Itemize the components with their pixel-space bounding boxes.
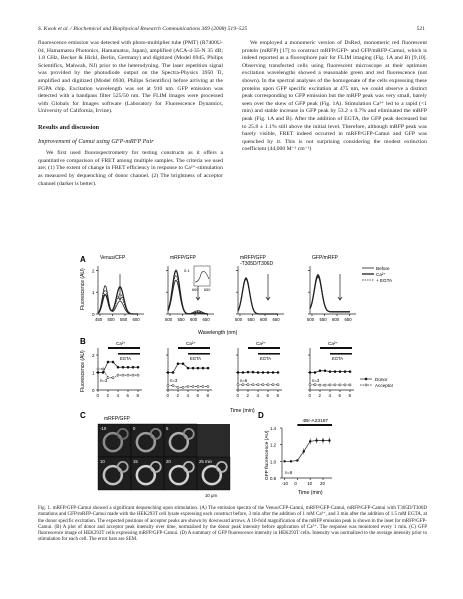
panel-a-1-egta-curve <box>98 290 138 314</box>
discussion-paragraph: We employed a monomeric version of DsRed, monomeric red fluorescent protein (mRFP) [17] to construct mRFP/GFP- and GFP/mRFP-Camui, which is indeed reported as a fluorophore pair for FLIM imaging (Fig. 1A and B) [9,10]. Observing transfected cells using fluorescent microscope at their optimum excitation wavelengths showed a reasonable green and red fluorescence (not shown). In the spectral analyses of the homogenate of the cells expressing these proteins upon GFP specific excitation at 475 nm, we could observe a distinct peak corresponding to GFP emission but the mRFP peak was very small, barely seen over the skew of GFP peak (Fig. 1A). Stimulation Ca²⁺ led to a rapid (<1 min) and stable increase in GFP peak by 53.2 ± 0.7% and eliminated the mRFP peak (Fig. 1A and B). After the addition of EGTA, the GFP peak decreased but to 25.8 ± 1.1% still above the initial level. Therefore, although mRFP peak was barely visible, FRET indeed occurred in mRFP/GFP-Camui and GFP was quenched by it. This is not surprising considering the modest extinction coefficient (44,000 M⁻¹ cm⁻¹) <box>242 40 427 153</box>
page-number: 521 <box>416 26 425 32</box>
panel-b-1-ytick-label: 0 <box>92 388 95 393</box>
panel-b-3-xtick-label: 8 <box>276 393 279 398</box>
panel-b-3-donor-point <box>257 371 259 373</box>
panel-a-4-egta-curve <box>310 276 350 312</box>
panel-b-2-xtick-label: 2 <box>176 393 179 398</box>
panel-d-xtick-label: 0 <box>294 481 297 486</box>
panel-a-2-xtick-label: 650 <box>202 317 210 322</box>
panel-b-1-xtick-label: 0 <box>96 393 99 398</box>
panel-d-trace <box>285 441 330 462</box>
panel-d-xtick-label: 10 <box>307 481 313 486</box>
results-paragraph: We first used fluorospectrometry for testing constructs as it offers a quantitative comparison of FRET among multiple samples. The criteria we used are; (1) The extent of change in FRET efficiency in response to Ca²⁺-stimulation as measured by dequenching of donor channel. (2) The brightness of acceptor channel (darker is better). <box>38 150 223 187</box>
panel-b-3-acceptor-point <box>257 384 259 386</box>
panel-b-3-ca-label: Ca²⁺ <box>256 341 266 346</box>
panel-b-3-donor-point <box>267 371 269 373</box>
panel-a-3-xtick-label: 500 <box>235 317 243 322</box>
panel-b-4-xtick-label: 8 <box>348 393 351 398</box>
panel-a-legend-label: + EGTA <box>376 278 393 283</box>
panel-b-2-donor-point <box>192 367 194 369</box>
panel-b-1-acceptor-point <box>117 374 119 376</box>
panel-c-time-label: 15 <box>133 459 138 464</box>
panel-c-time-label: 0 <box>133 426 136 431</box>
panel-a-3-title: -T305D/T306D <box>240 261 274 267</box>
panel-a-inset-xtick: 650 <box>204 288 211 292</box>
panel-b-3-acceptor-point <box>267 384 269 386</box>
panel-b-4-acceptor-point <box>319 384 321 386</box>
panel-b-3-xtick-label: 4 <box>256 393 259 398</box>
panel-a-4-title: GFP/mRFP <box>312 255 338 261</box>
panel-b-1-donor-point <box>112 361 114 363</box>
panel-b-4-egta-bar <box>330 353 352 355</box>
running-header <box>38 26 425 32</box>
panel-b-4-donor-point <box>339 371 341 373</box>
panel-b-1-donor-point <box>137 366 139 368</box>
panel-a-3-xtick-label: 650 <box>272 317 280 322</box>
panel-a-4-acceptor-arrow <box>338 274 342 300</box>
panel-d-stim-bar <box>297 424 332 426</box>
panel-d-ylabel: GFP fluorescence (AU) <box>265 430 270 480</box>
panel-a-4-xtick-label: 500 <box>307 317 315 322</box>
panel-b-2-n-label: n=3 <box>170 378 178 383</box>
right-column <box>242 40 427 154</box>
panel-b-1-acceptor-point <box>112 377 114 379</box>
panel-b-1-acceptor-point <box>97 368 99 370</box>
panel-b-4-donor-point <box>329 371 331 373</box>
methods-paragraph: fluorescence emission was detected with photo-multiplier tube (PMT) (R7400U-04, Hamamatsu Photonics, Hamamatsu, Japan), amplified (ACA-4-35-N 35 dB; 1.8 GHz, Becker & Hickl, Berlin, Germany) and digitized (Model 6945, Philips Scientifics, Mahwah, NJ) prior to the heterodyning. The laser repetition signal was provided by the photodiode output on the Spectra-Physics 3950 Ti, amplified and digitized (Model 6930, Philips Scientifics) before arriving at the FGPA chip. Excitation wavelength was set at 910 nm. GFP emission was detected with a bandpass filter 525/50 nm. The FLIM images were processed with Globals for Images software (Laboratory for Fluorescence Dynamics, University of California, Irvine). <box>38 40 223 115</box>
panel-b-4-acceptor-point <box>314 384 316 386</box>
panel-b-4-xtick-label: 4 <box>328 393 331 398</box>
panel-a-2-xtick-label: 600 <box>190 317 198 322</box>
left-column <box>38 40 223 188</box>
panel-d-ytick-label: 1.4 <box>270 426 277 431</box>
panel-b-2-acceptor-point <box>187 385 189 387</box>
panel-a-3-acceptor-arrow <box>266 274 270 300</box>
figure-caption: Fig. 1. mRFP/GFP-Camui showed a significant dequenching upon stimulation. (A) The emission spectra of the Venus/CFP-Camui, mRFP/GFP-Camui, mRFP/GFP-Camui with T305D/T306D mutations and GFP/mRFP-Camui made with the HEK293T cell lysate expressing each construct before, 3 min after the addition of 1 mM Ca²⁺, and 3 min after the addition of 1.5 mM EGTA, at the donor specific excitation. The expected positions of acceptor peaks are shown by downward arrows. A 10-fold magnification of the mRFP emission peak is shown in the inset for mRFP/GFP-Camui. (B) A plot of donor and acceptor peak intensity over time, normalized by the donor peak intensity before application of Ca²⁺. The response was monitored every 1 min. (C) GFP fluorescence image of HEK293T cells expressing mRFP/GFP-Camui. (D) A summary of GFP fluorescence intensity in HEK293T cells. Intensity was normalized to the average intensity prior to stimulation for each cell. The error bars are SEM. <box>38 506 427 543</box>
panel-b-1-ca-label: Ca²⁺ <box>116 341 126 346</box>
panel-b-4-donor-point <box>349 371 351 373</box>
panel-a-2-xtick-label: 500 <box>165 317 173 322</box>
panel-a-1-ytick-label: 2 <box>92 268 95 274</box>
panel-b-4-acceptor-point <box>339 384 341 386</box>
panel-c-scalebar-label: 10 μm <box>205 493 218 498</box>
panel-a-4-ca-curve <box>310 275 350 312</box>
panel-b-1-acceptor-point <box>137 374 139 376</box>
section-heading: Results and discussion <box>38 123 100 131</box>
panel-b-2-donor-point <box>202 367 204 369</box>
panel-b-2-acceptor-point <box>192 385 194 387</box>
panel-b-4-n-label: n=3 <box>312 378 320 383</box>
panel-b-1-xtick-label: 2 <box>106 393 109 398</box>
panel-d-point <box>315 439 317 441</box>
panel-d-xtick-label: 20 <box>320 481 325 486</box>
subsection-heading: Improvement of Camui using GFP-mRFP Pair <box>38 137 154 145</box>
panel-b-legend-marker <box>365 384 367 386</box>
panel-a-4-xtick-label: 650 <box>344 317 352 322</box>
panel-b-3-acceptor-point <box>277 384 279 386</box>
panel-b-4-donor-point <box>344 371 346 373</box>
panel-c-time-label: -10 <box>100 426 107 431</box>
panel-d-point <box>296 459 298 461</box>
panel-a-1-xtick-label: 550 <box>120 317 128 322</box>
panel-b-3-donor-point <box>277 371 279 373</box>
panel-b-3-acceptor-point <box>272 384 274 386</box>
panel-letter-c: C <box>80 411 86 420</box>
panel-b-3-n-label: n=6 <box>240 378 248 383</box>
panel-b-1-ytick-label: 2 <box>92 353 95 358</box>
panel-b-2-ca-bar <box>178 347 210 349</box>
panel-a-3-title: mRFP/GFP <box>240 255 266 261</box>
panel-b-3-donor-point <box>242 371 244 373</box>
panel-a-1-xtick-label: 450 <box>95 317 103 322</box>
panel-b-2-donor-point <box>172 371 174 373</box>
panel-d-point <box>283 460 285 462</box>
panel-b-4-donor-point <box>314 371 316 373</box>
panel-b-3-acceptor-point <box>247 384 249 386</box>
panel-d-ytick-label: 1.2 <box>270 442 277 448</box>
panel-a-2-title: mRFP/GFP <box>170 255 196 261</box>
panel-b-1-donor-point <box>122 366 124 368</box>
panel-b-1-acceptor-point <box>122 374 124 376</box>
panel-c-title: mRFP/GFP <box>104 416 130 422</box>
panel-d-xtick-label: -10 <box>281 481 288 486</box>
panel-d-point <box>322 439 324 441</box>
panel-b-4-donor-point <box>319 370 321 372</box>
panel-b-2-donor-point <box>177 363 179 365</box>
panel-b-xlabel: Time (min) <box>230 408 255 414</box>
panel-c-blank-tile <box>197 424 230 457</box>
panel-b-legend-label: Acceptor <box>375 383 394 388</box>
panel-c-time-label: 10 <box>100 459 105 464</box>
panel-c-time-label: 20 <box>166 459 171 464</box>
panel-a-legend-label: Before <box>376 266 390 271</box>
panel-b-4-donor-point <box>334 371 336 373</box>
panel-d-stim-label: 4Br-A23187 <box>302 419 329 424</box>
panel-b-3-donor-point <box>237 371 239 373</box>
panel-d-point <box>290 460 292 462</box>
panel-b-1-ca-bar <box>108 347 140 349</box>
panel-a-2-xtick-label: 550 <box>177 317 185 322</box>
panel-b-3-xtick-label: 6 <box>266 393 269 398</box>
panel-a-1-ytick-label: 1 <box>92 290 95 296</box>
panel-c-time-label: 25 min <box>199 459 212 464</box>
panel-b-3-donor-point <box>252 371 254 373</box>
panel-b-2-acceptor-point <box>167 385 169 387</box>
panel-b-4-acceptor-point <box>334 384 336 386</box>
panel-b-1-acceptor-point <box>107 377 109 379</box>
panel-b-3-acceptor-point <box>262 384 264 386</box>
panel-b-3-donor-point <box>262 371 264 373</box>
panel-b-3-donor-point <box>272 371 274 373</box>
panel-b-4-ca-label: Ca²⁺ <box>328 341 338 346</box>
panel-b-3-acceptor-point <box>242 384 244 386</box>
panel-b-4-egta-label: EGTA <box>332 356 344 361</box>
panel-b-3-xtick-label: 0 <box>236 393 239 398</box>
panel-b-2-acceptor-point <box>172 385 174 387</box>
panel-b-4-acceptor-point <box>349 384 351 386</box>
journal-citation: S. Kwok et al. / Biochemical and Biophysical Research Communications 369 (2008) 519–525 <box>38 26 248 32</box>
panel-b-4-acceptor-point <box>309 384 311 386</box>
figure-1 <box>78 252 408 502</box>
panel-b-1-acceptor-point <box>102 368 104 370</box>
panel-a-1-ytick-label: 0 <box>92 312 95 317</box>
panel-b-2-acceptor-point <box>207 385 209 387</box>
panel-d-point <box>328 439 330 441</box>
panel-b-2-donor-point <box>187 367 189 369</box>
panel-b-3-ca-bar <box>248 347 280 349</box>
panel-a-1-title: Venus/CFP <box>100 255 126 261</box>
panel-d-point <box>309 440 311 442</box>
panel-d-ytick-label: 1.0 <box>270 459 277 465</box>
panel-b-2-xtick-label: 6 <box>196 393 199 398</box>
panel-b-ylabel: Fluorescence (AU) <box>80 350 86 392</box>
panel-b-3-egta-label: EGTA <box>260 356 272 361</box>
panel-b-1-egta-label: EGTA <box>120 356 132 361</box>
panel-d-ytick-label: 0.8 <box>270 476 277 481</box>
panel-b-1-donor-point <box>132 366 134 368</box>
panel-a-xlabel: Wavelength (nm) <box>198 330 238 336</box>
panel-b-1-xtick-label: 8 <box>136 393 139 398</box>
panel-d-xlabel: Time (min) <box>298 490 323 496</box>
panel-letter-b: B <box>80 337 86 346</box>
panel-b-3-egta-bar <box>258 353 280 355</box>
panel-b-2-xtick-label: 4 <box>186 393 189 398</box>
panel-letter-a: A <box>80 255 86 264</box>
panel-a-inset-xtick: 600 <box>192 288 199 292</box>
panel-b-2-donor-point <box>197 367 199 369</box>
panel-b-4-xtick-label: 0 <box>308 393 311 398</box>
panel-b-1-ytick-label: 1 <box>92 370 95 376</box>
panel-b-4-acceptor-point <box>324 384 326 386</box>
panel-b-3-donor-point <box>247 371 249 373</box>
panel-b-2-xtick-label: 8 <box>206 393 209 398</box>
panel-b-1-acceptor-point <box>132 374 134 376</box>
panel-a-1-ca-curve <box>98 287 138 314</box>
panel-b-2-acceptor-point <box>197 385 199 387</box>
panel-b-2-acceptor-point <box>202 385 204 387</box>
panel-b-2-xtick-label: 0 <box>166 393 169 398</box>
panel-b-1-donor-point <box>97 371 99 373</box>
panel-d-point <box>303 450 305 452</box>
panel-a-4-xtick-label: 550 <box>319 317 327 322</box>
panel-b-3-acceptor-point <box>252 384 254 386</box>
panel-b-1-donor-point <box>107 361 109 363</box>
panel-b-2-acceptor-point <box>182 386 184 388</box>
panel-a-1-xtick-label: 500 <box>107 317 115 322</box>
panel-a-3-xtick-label: 600 <box>260 317 268 322</box>
panel-b-4-acceptor-point <box>329 384 331 386</box>
panel-b-1-xtick-label: 6 <box>126 393 129 398</box>
panel-b-1-acceptor-point <box>127 374 129 376</box>
panel-b-1-donor-point <box>102 371 104 373</box>
panel-b-2-acceptor-point <box>177 386 179 388</box>
panel-b-4-donor-point <box>309 371 311 373</box>
panel-c-time-label: 5 <box>166 426 169 431</box>
panel-b-2-donor-point <box>167 371 169 373</box>
panel-b-legend-marker <box>365 378 367 380</box>
panel-b-3-acceptor-point <box>237 384 239 386</box>
panel-b-4-ca-bar <box>320 347 352 349</box>
panel-d-n-label: n=6 <box>285 470 293 475</box>
panel-b-2-donor-point <box>207 367 209 369</box>
panel-a-ylabel: Fluorescence (AU) <box>80 268 86 310</box>
panel-a-4-xtick-label: 600 <box>332 317 340 322</box>
panel-b-2-egta-bar <box>188 353 210 355</box>
panel-b-1-n-label: n=3 <box>100 378 108 383</box>
panel-b-4-xtick-label: 6 <box>338 393 341 398</box>
panel-b-2-ca-label: Ca²⁺ <box>186 341 196 346</box>
panel-letter-d: D <box>258 411 264 420</box>
panel-b-1-donor-point <box>127 366 129 368</box>
panel-b-1-xtick-label: 4 <box>116 393 119 398</box>
panel-b-2-donor-point <box>182 363 184 365</box>
panel-a-inset-ylabel: 0.1 <box>184 268 190 273</box>
panel-b-3-xtick-label: 2 <box>246 393 249 398</box>
panel-b-1-donor-point <box>117 366 119 368</box>
panel-b-legend-label: Donor <box>375 377 388 382</box>
panel-a-1-xtick-label: 600 <box>132 317 140 322</box>
panel-a-legend-label: Ca²⁺ <box>376 272 386 277</box>
panel-a-3-egta-curve <box>238 279 278 314</box>
panel-b-2-egta-label: EGTA <box>190 356 202 361</box>
panel-b-1-egta-bar <box>118 353 140 355</box>
panel-a-3-xtick-label: 550 <box>247 317 255 322</box>
panel-b-4-acceptor-point <box>344 384 346 386</box>
panel-b-4-donor-point <box>324 370 326 372</box>
panel-b-4-xtick-label: 2 <box>318 393 321 398</box>
